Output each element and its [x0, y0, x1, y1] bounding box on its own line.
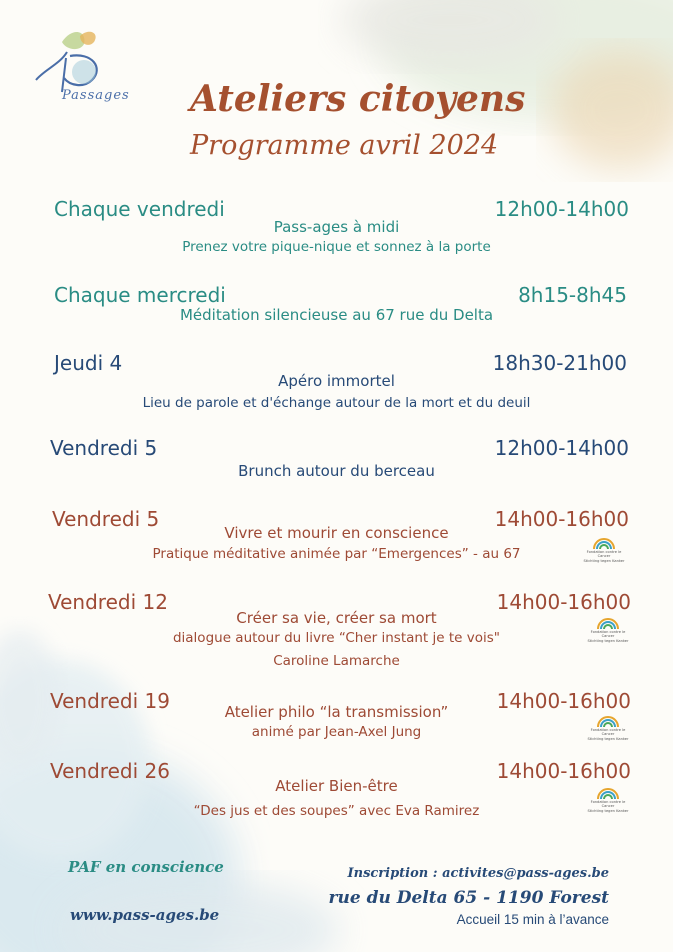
event-description: dialogue autour du livre “Cher instant je te vois" — [172, 630, 501, 646]
event-title: Méditation silencieuse au 67 rue du Delta — [179, 306, 494, 324]
event-speaker: Caroline Lamarche — [273, 653, 400, 669]
event-title: Brunch autour du berceau — [238, 462, 435, 480]
address: rue du Delta 65 - 1190 Forest — [328, 888, 609, 908]
inscription-email[interactable]: Inscription : activites@pass-ages.be — [347, 866, 609, 881]
logo-text: Passages — [62, 88, 130, 103]
page-title: Ateliers citoyens — [190, 78, 526, 120]
event-time: 14h00-16h00 — [496, 689, 631, 713]
event-day: Vendredi 12 — [48, 590, 168, 614]
event-day: Vendredi 19 — [50, 689, 170, 713]
event-description: Prenez votre pique-nique et sonnez à la porte — [182, 239, 491, 255]
event-day: Jeudi 4 — [54, 351, 123, 375]
event-day: Vendredi 5 — [52, 507, 160, 531]
event-description: Lieu de parole et d'échange autour de la mort et du deuil — [142, 395, 531, 411]
event-time: 14h00-16h00 — [496, 759, 631, 783]
website-link[interactable]: www.pass-ages.be — [70, 906, 220, 924]
event-title: Créer sa vie, créer sa mort — [236, 609, 437, 627]
event-title: Vivre et mourir en conscience — [224, 524, 449, 542]
rainbow-icon — [596, 616, 620, 630]
passages-logo — [22, 22, 142, 122]
rainbow-icon — [596, 786, 620, 800]
event-day: Chaque mercredi — [54, 283, 226, 307]
sponsor-logo: Fondation contre le Cancer Stichting tegen Kanker — [584, 616, 632, 648]
event-description: Pratique méditative animée par “Emergences” - au 67 — [152, 546, 521, 562]
event-title: Atelier Bien-être — [275, 777, 398, 795]
event-time: 14h00-16h00 — [496, 590, 631, 614]
rainbow-icon — [596, 714, 620, 728]
event-time: 12h00-14h00 — [494, 197, 629, 221]
accueil-note: Accueil 15 min à l’avance — [456, 912, 609, 927]
event-description: “Des jus et des soupes” avec Eva Ramirez — [193, 803, 480, 819]
event-day: Vendredi 5 — [50, 436, 158, 460]
event-time: 8h15-8h45 — [518, 283, 627, 307]
sponsor-logo: Fondation contre le Cancer Stichting tegen Kanker — [584, 714, 632, 746]
event-time: 14h00-16h00 — [494, 507, 629, 531]
event-day: Chaque vendredi — [54, 197, 225, 221]
event-title: Apéro immortel — [278, 372, 395, 390]
sponsor-logo: Fondation contre le Cancer Stichting tegen Kanker — [580, 536, 628, 568]
event-title: Pass-ages à midi — [273, 218, 400, 236]
page-subtitle: Programme avril 2024 — [190, 130, 499, 161]
event-time: 18h30-21h00 — [492, 351, 627, 375]
event-title: Atelier philo “la transmission” — [224, 703, 449, 721]
event-description: animé par Jean-Axel Jung — [251, 724, 422, 740]
paf-text: PAF en conscience — [68, 858, 224, 876]
event-day: Vendredi 26 — [50, 759, 170, 783]
sponsor-logo: Fondation contre le Cancer Stichting tegen Kanker — [584, 786, 632, 818]
rainbow-icon — [592, 536, 616, 550]
event-time: 12h00-14h00 — [494, 436, 629, 460]
